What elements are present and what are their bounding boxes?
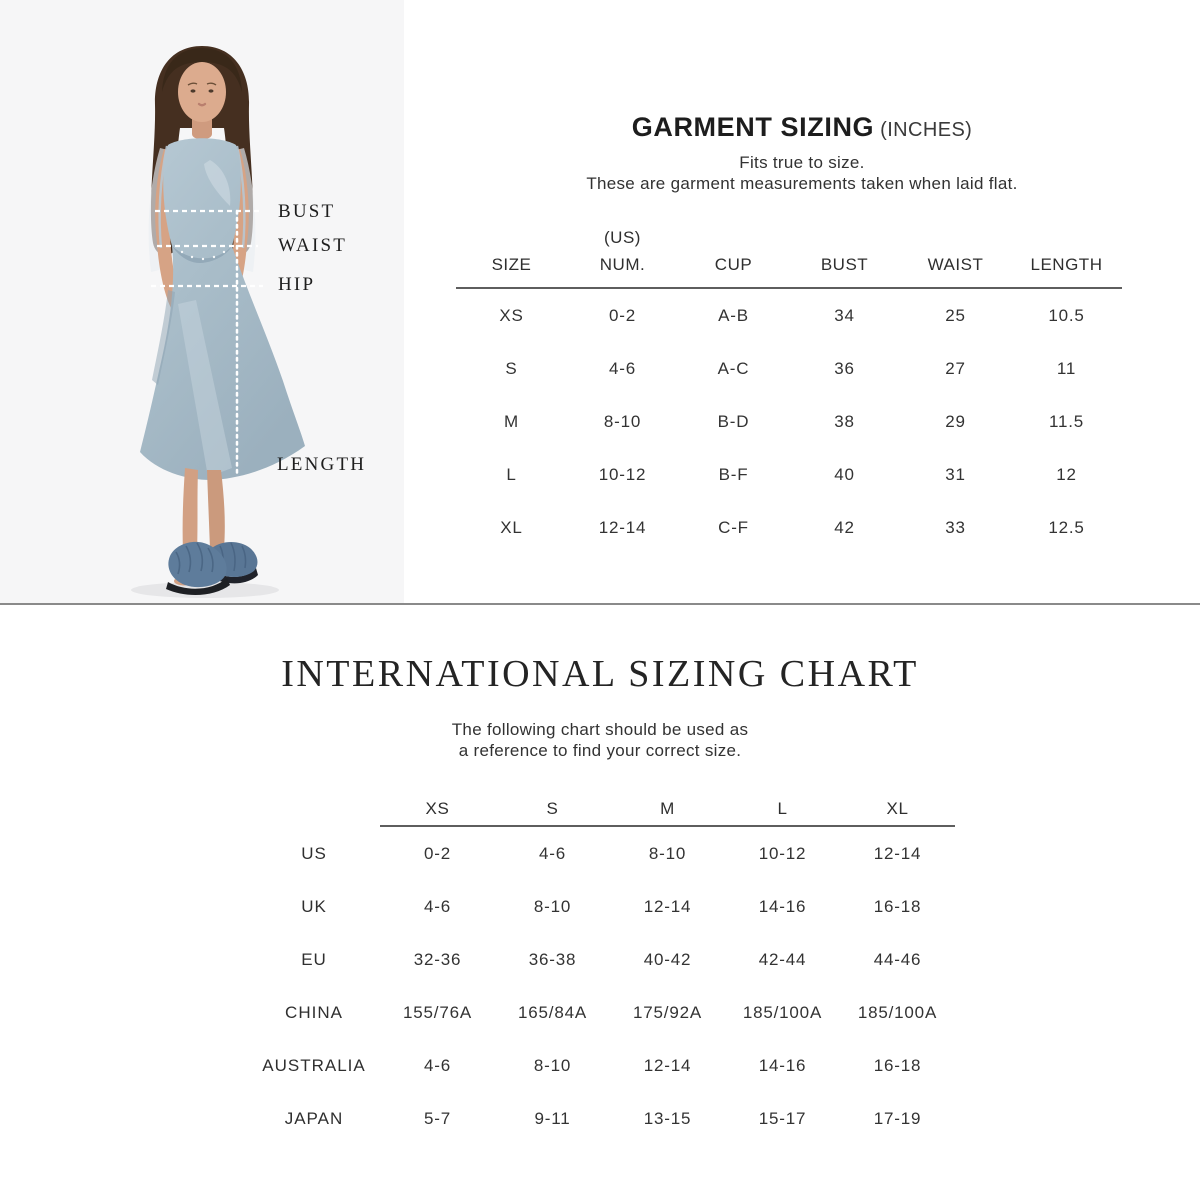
table-cell: 185/100A: [857, 1003, 938, 1022]
table-cell: 4-6: [609, 359, 636, 378]
international-chart-title: INTERNATIONAL SIZING CHART: [281, 653, 919, 695]
table-cell: 36-38: [528, 950, 577, 969]
header-cell-waist: [900, 224, 1011, 289]
header-top-line: (US): [604, 228, 641, 247]
header-cell-size: [456, 224, 567, 289]
table-cell: 12: [1056, 465, 1077, 484]
table-cell: 13-15: [643, 1109, 692, 1128]
international-sizing-table: [248, 790, 955, 1145]
table-cell: 8-10: [648, 844, 687, 863]
row-label: CHINA: [285, 1003, 343, 1022]
table-row-m: [456, 395, 1122, 448]
table-cell: 16-18: [873, 1056, 922, 1075]
table-cell: 12-14: [873, 844, 922, 863]
table-cell: 17-19: [873, 1109, 922, 1128]
table-row-eu: [248, 933, 955, 986]
table-cell: 34: [834, 306, 855, 325]
header-top-line: [1011, 224, 1122, 251]
row-label: US: [301, 844, 327, 863]
table-cell: XS: [499, 306, 524, 325]
table-cell: 8-10: [533, 1056, 572, 1075]
header-cell-length: [1011, 224, 1122, 289]
table-cell: A-B: [718, 306, 749, 325]
table-cell: 12-14: [598, 518, 647, 537]
header-label: LENGTH: [1030, 255, 1103, 274]
row-label: AUSTRALIA: [262, 1056, 366, 1075]
section-divider: [0, 603, 1200, 605]
header-label: NUM.: [599, 255, 646, 274]
table-cell: A-C: [717, 359, 750, 378]
row-label: JAPAN: [284, 1109, 344, 1128]
table-row-xl: [456, 501, 1122, 554]
table-cell: 25: [945, 306, 966, 325]
table-row-uk: [248, 880, 955, 933]
table-cell: 0-2: [609, 306, 636, 325]
waist-measure-label: WAIST: [278, 235, 348, 256]
header-cell-cup: [678, 224, 789, 289]
garment-sizing-subtitle-1: Fits true to size.: [739, 153, 865, 172]
table-cell: 10-12: [758, 844, 807, 863]
garment-sizing-title: GARMENT SIZING: [631, 112, 875, 142]
table-cell: XL: [500, 518, 523, 537]
header-cell-l: L: [725, 790, 840, 827]
table-cell: 33: [945, 518, 966, 537]
table-cell: 15-17: [758, 1109, 807, 1128]
table-cell: 40-42: [643, 950, 692, 969]
table-cell: 4-6: [539, 844, 566, 863]
table-row-japan: [248, 1092, 955, 1145]
model-photo-panel: [0, 0, 404, 603]
table-cell: C-F: [718, 518, 749, 537]
header-label: BUST: [820, 255, 869, 274]
table-cell: 16-18: [873, 897, 922, 916]
table-cell: 9-11: [534, 1109, 571, 1128]
table-row-australia: [248, 1039, 955, 1092]
table-cell: S: [505, 359, 518, 378]
header-top-line: [900, 224, 1011, 251]
table-row-us: [248, 827, 955, 880]
model-photo: [0, 0, 404, 603]
international-chart-subtitle-1: The following chart should be used as: [451, 720, 749, 739]
header-cell-xs: XS: [380, 790, 495, 827]
table-row-s: [456, 342, 1122, 395]
garment-sizing-table: [456, 224, 1122, 554]
table-cell: 14-16: [758, 1056, 807, 1075]
header-top-line: [678, 224, 789, 251]
hip-measure-label: HIP: [278, 274, 316, 295]
table-cell: 27: [945, 359, 966, 378]
table-cell: 0-2: [424, 844, 451, 863]
row-label: EU: [301, 950, 327, 969]
length-measure-label: LENGTH: [277, 454, 367, 475]
table-cell: 185/100A: [742, 1003, 823, 1022]
table-cell: B-D: [717, 412, 750, 431]
table-cell: 11.5: [1048, 412, 1085, 431]
garment-sizing-subtitle-2: These are garment measurements taken when laid flat.: [586, 174, 1018, 193]
header-cell-s: S: [495, 790, 610, 827]
table-cell: 8-10: [603, 412, 642, 431]
table-cell: 42-44: [758, 950, 807, 969]
header-label: CUP: [714, 255, 753, 274]
garment-table-header-row: [456, 224, 1122, 289]
bust-measure-label: BUST: [278, 201, 336, 222]
table-cell: 31: [945, 465, 966, 484]
table-cell: 8-10: [533, 897, 572, 916]
table-cell: 155/76A: [403, 1003, 472, 1022]
table-cell: 4-6: [424, 897, 451, 916]
table-cell: 12-14: [643, 1056, 692, 1075]
table-cell: 40: [834, 465, 855, 484]
table-cell: 36: [834, 359, 855, 378]
table-cell: 5-7: [424, 1109, 451, 1128]
header-top-line: [456, 224, 567, 251]
table-cell: L: [506, 465, 517, 484]
header-cell-us-num: [567, 224, 678, 289]
table-cell: 165/84A: [518, 1003, 587, 1022]
table-row-l: [456, 448, 1122, 501]
table-cell: B-F: [718, 465, 749, 484]
table-cell: 29: [945, 412, 966, 431]
table-cell: 44-46: [873, 950, 922, 969]
garment-sizing-units: (INCHES): [880, 119, 973, 141]
table-cell: 12-14: [643, 897, 692, 916]
header-cell-m: M: [610, 790, 725, 827]
header-cell-empty: [248, 790, 380, 827]
table-cell: 42: [834, 518, 855, 537]
table-row-xs: [456, 289, 1122, 342]
header-label: WAIST: [927, 255, 984, 274]
table-cell: 38: [834, 412, 855, 431]
header-cell-xl: XL: [840, 790, 955, 827]
table-cell: M: [504, 412, 519, 431]
header-label: SIZE: [491, 255, 532, 274]
garment-sizing-header: [404, 112, 1200, 143]
row-label: UK: [301, 897, 327, 916]
table-cell: 32-36: [413, 950, 462, 969]
table-cell: 10.5: [1048, 306, 1085, 325]
table-cell: 4-6: [424, 1056, 451, 1075]
table-cell: 12.5: [1048, 518, 1085, 537]
international-chart-subtitle-2: a reference to find your correct size.: [458, 741, 742, 760]
table-cell: 10-12: [598, 465, 647, 484]
header-top-line: [789, 224, 900, 251]
table-cell: 175/92A: [633, 1003, 702, 1022]
header-cell-bust: [789, 224, 900, 289]
table-row-china: [248, 986, 955, 1039]
table-cell: 14-16: [758, 897, 807, 916]
table-cell: 11: [1056, 359, 1077, 378]
international-table-header-row: [248, 790, 955, 827]
